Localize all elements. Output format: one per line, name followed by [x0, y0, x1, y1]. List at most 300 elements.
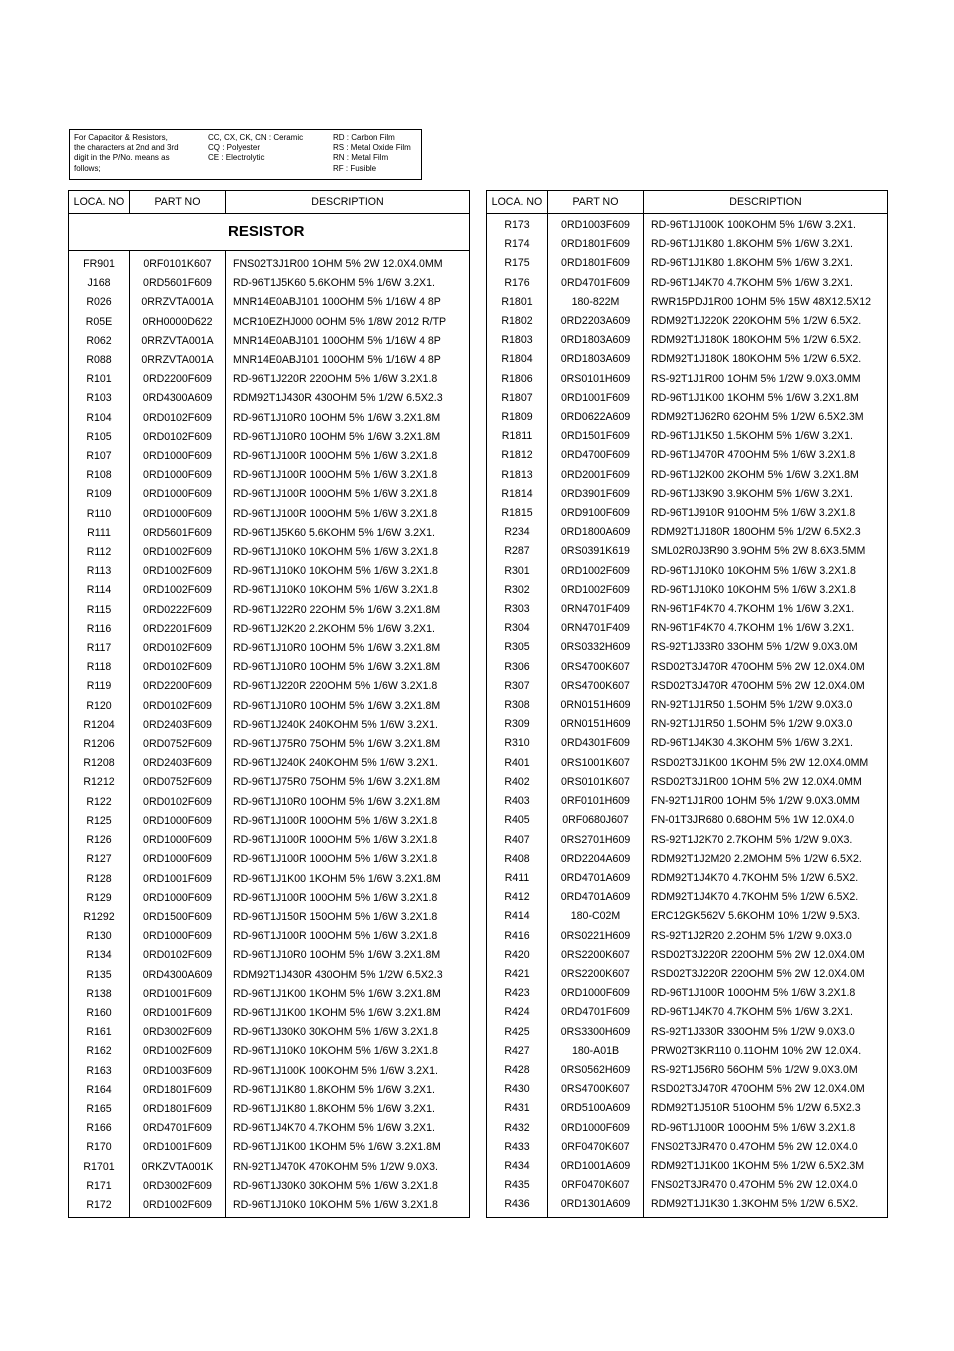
table-row — [69, 562, 470, 581]
part-no-cell: 0RD1803A609 — [548, 331, 644, 350]
description-cell: RD-96T1J910R 910OHM 5% 1/6W 3.2X1.8 — [644, 504, 888, 523]
description-cell: MNR14E0ABJ101 100OHM 5% 1/16W 4 8P — [226, 293, 470, 312]
loca-no-cell: R234 — [487, 523, 548, 542]
description-cell: ERC12GK562V 5.6KOHM 10% 1/2W 9.5X3. — [644, 907, 888, 926]
table-row — [487, 408, 888, 427]
description-cell: RD-96T1J5K60 5.6KOHM 5% 1/6W 3.2X1. — [226, 274, 470, 293]
part-no-cell: 0RD0102F609 — [130, 428, 226, 447]
loca-no-cell: R161 — [69, 1023, 130, 1042]
part-no-cell: 0RD4701A609 — [548, 869, 644, 888]
loca-no-cell: R1811 — [487, 427, 548, 446]
table-row — [69, 351, 470, 370]
table-row — [69, 370, 470, 389]
legend-resistor-codes: RD : Carbon Film RS : Metal Oxide Film RN : Metal Film RF : Fusible — [333, 133, 411, 173]
loca-no-cell: R164 — [69, 1081, 130, 1100]
loca-no-cell: J168 — [69, 274, 130, 293]
description-cell: MCR10EZHJ000 0OHM 5% 1/8W 2012 R/TP — [226, 313, 470, 332]
table-row — [69, 409, 470, 428]
description-cell: RD-96T1J100R 100OHM 5% 1/6W 3.2X1.8 — [226, 485, 470, 504]
part-no-cell: 0RS1001K607 — [548, 754, 644, 773]
description-cell: RN-96T1F4K70 4.7KOHM 1% 1/6W 3.2X1. — [644, 619, 888, 638]
spacer-row — [487, 1215, 888, 1218]
table-row — [487, 1195, 888, 1214]
loca-no-cell: R113 — [69, 562, 130, 581]
loca-no-cell: R301 — [487, 562, 548, 581]
table-row — [487, 312, 888, 331]
header-description: DESCRIPTION — [226, 191, 470, 214]
part-no-cell: 0RD9100F609 — [548, 504, 644, 523]
loca-no-cell: R062 — [69, 332, 130, 351]
part-no-cell: 0RD0222F609 — [130, 601, 226, 620]
table-row — [487, 254, 888, 273]
description-cell: RDM92T1J180K 180KOHM 5% 1/2W 6.5X2. — [644, 350, 888, 369]
part-no-cell: 0RD0102F609 — [130, 409, 226, 428]
part-no-cell: 0RD5601F609 — [130, 524, 226, 543]
table-row — [69, 1177, 470, 1196]
part-no-cell: 0RF0470K607 — [548, 1138, 644, 1157]
description-cell: RDM92T1J1K30 1.3KOHM 5% 1/2W 6.5X2. — [644, 1195, 888, 1214]
loca-no-cell: R428 — [487, 1061, 548, 1080]
table-row — [69, 505, 470, 524]
section-header-row — [69, 214, 470, 251]
table-row — [69, 1062, 470, 1081]
description-cell: RD-96T1J1K80 1.8KOHM 5% 1/6W 3.2X1. — [226, 1100, 470, 1119]
description-cell: RSD02T3J1R00 1OHM 5% 2W 12.0X4.0MM — [644, 773, 888, 792]
description-cell: RSD02T3J470R 470OHM 5% 2W 12.0X4.0M — [644, 677, 888, 696]
part-no-cell: 0RRZVTA001A — [130, 351, 226, 370]
loca-no-cell: R162 — [69, 1042, 130, 1061]
loca-no-cell: R1814 — [487, 485, 548, 504]
table-row — [69, 870, 470, 889]
part-no-cell: 0RD1002F609 — [130, 581, 226, 600]
table-row — [69, 1004, 470, 1023]
spacer-cell — [644, 1215, 888, 1218]
loca-no-cell: R305 — [487, 638, 548, 657]
table-row — [69, 543, 470, 562]
loca-no-cell: R302 — [487, 581, 548, 600]
loca-no-cell: R309 — [487, 715, 548, 734]
loca-no-cell: R307 — [487, 677, 548, 696]
table-row — [69, 716, 470, 735]
loca-no-cell: R1292 — [69, 908, 130, 927]
description-cell: RD-96T1J240K 240KOHM 5% 1/6W 3.2X1. — [226, 754, 470, 773]
loca-no-cell: R1806 — [487, 370, 548, 389]
part-no-cell: 0RF0470K607 — [548, 1176, 644, 1195]
description-cell: RD-96T1J150R 150OHM 5% 1/6W 3.2X1.8 — [226, 908, 470, 927]
table-row — [487, 446, 888, 465]
description-cell: RD-96T1J75R0 75OHM 5% 1/6W 3.2X1.8M — [226, 735, 470, 754]
header-loca-no: LOCA. NO — [487, 191, 548, 214]
description-cell: RDM92T1J180R 180OHM 5% 1/2W 6.5X2.3 — [644, 523, 888, 542]
table-row — [487, 927, 888, 946]
loca-no-cell: R1801 — [487, 293, 548, 312]
part-no-cell: 0RF0101K607 — [130, 255, 226, 274]
table-header-row — [69, 191, 470, 214]
table-row — [487, 734, 888, 753]
header-loca-no: LOCA. NO — [69, 191, 130, 214]
table-row — [487, 523, 888, 542]
description-cell: SML02R0J3R90 3.9OHM 5% 2W 8.6X3.5MM — [644, 542, 888, 561]
part-no-cell: 0RD2200F609 — [130, 677, 226, 696]
loca-no-cell: R1809 — [487, 408, 548, 427]
loca-no-cell: R026 — [69, 293, 130, 312]
description-cell: RD-96T1J1K00 1KOHM 5% 1/6W 3.2X1.8M — [644, 389, 888, 408]
legend-capacitor-codes: CC, CX, CK, CN : Ceramic CQ : Polyester CE : Electrolytic — [208, 133, 304, 163]
table-row — [487, 600, 888, 619]
table-row — [487, 658, 888, 677]
loca-no-cell: R402 — [487, 773, 548, 792]
loca-no-cell: R173 — [487, 216, 548, 235]
loca-no-cell: R171 — [69, 1177, 130, 1196]
loca-no-cell: R174 — [487, 235, 548, 254]
part-no-cell: 0RD1801F609 — [130, 1081, 226, 1100]
description-cell: RD-96T1J100K 100KOHM 5% 1/6W 3.2X1. — [226, 1062, 470, 1081]
spacer-cell — [226, 1215, 470, 1218]
loca-no-cell: R1802 — [487, 312, 548, 331]
part-no-cell: 0RD1000F609 — [548, 1119, 644, 1138]
loca-no-cell: R101 — [69, 370, 130, 389]
table-row — [69, 677, 470, 696]
table-row — [69, 485, 470, 504]
part-no-cell: 0RD2203A609 — [548, 312, 644, 331]
table-row — [487, 350, 888, 369]
loca-no-cell: R05E — [69, 313, 130, 332]
part-no-cell: 0RD4300A609 — [130, 389, 226, 408]
loca-no-cell: R424 — [487, 1003, 548, 1022]
loca-no-cell: R122 — [69, 793, 130, 812]
loca-no-cell: R1204 — [69, 716, 130, 735]
part-no-cell: 0RD1001F609 — [130, 1004, 226, 1023]
description-cell: RD-96T1J10K0 10KOHM 5% 1/6W 3.2X1.8 — [644, 581, 888, 600]
loca-no-cell: R421 — [487, 965, 548, 984]
description-cell: RD-96T1J10R0 10OHM 5% 1/6W 3.2X1.8M — [226, 697, 470, 716]
loca-no-cell: R1804 — [487, 350, 548, 369]
loca-no-cell: R401 — [487, 754, 548, 773]
description-cell: RD-96T1J100K 100KOHM 5% 1/6W 3.2X1. — [644, 216, 888, 235]
description-cell: RN-92T1J1R50 1.5OHM 5% 1/2W 9.0X3.0 — [644, 715, 888, 734]
loca-no-cell: R433 — [487, 1138, 548, 1157]
part-no-cell: 0RD2200F609 — [130, 370, 226, 389]
loca-no-cell: R126 — [69, 831, 130, 850]
table-row — [487, 850, 888, 869]
description-cell: RD-96T1J22R0 22OHM 5% 1/6W 3.2X1.8M — [226, 601, 470, 620]
table-row — [487, 370, 888, 389]
part-no-cell: 0RD5100A609 — [548, 1099, 644, 1118]
description-cell: RD-96T1J100R 100OHM 5% 1/6W 3.2X1.8 — [644, 984, 888, 1003]
part-no-cell: 0RD1000F609 — [130, 466, 226, 485]
loca-no-cell: R423 — [487, 984, 548, 1003]
description-cell: RSD02T3J220R 220OHM 5% 2W 12.0X4.0M — [644, 965, 888, 984]
loca-no-cell: R1807 — [487, 389, 548, 408]
description-cell: RD-96T1J1K50 1.5KOHM 5% 1/6W 3.2X1. — [644, 427, 888, 446]
description-cell: RD-96T1J10R0 10OHM 5% 1/6W 3.2X1.8M — [226, 428, 470, 447]
table-row — [487, 1080, 888, 1099]
part-no-cell: 0RD1001F609 — [130, 985, 226, 1004]
table-row — [487, 677, 888, 696]
loca-no-cell: R104 — [69, 409, 130, 428]
table-row — [487, 1119, 888, 1138]
table-row — [487, 792, 888, 811]
part-no-cell: 0RD1801F609 — [548, 254, 644, 273]
table-row — [69, 313, 470, 332]
description-cell: RN-96T1F4K70 4.7KOHM 1% 1/6W 3.2X1. — [644, 600, 888, 619]
description-cell: RN-92T1J470K 470KOHM 5% 1/2W 9.0X3. — [226, 1158, 470, 1177]
part-no-cell: 0RD3002F609 — [130, 1177, 226, 1196]
description-cell: RSD02T3J470R 470OHM 5% 2W 12.0X4.0M — [644, 658, 888, 677]
loca-no-cell: R127 — [69, 850, 130, 869]
loca-no-cell: R176 — [487, 274, 548, 293]
description-cell: RSD02T3J1K00 1KOHM 5% 2W 12.0X4.0MM — [644, 754, 888, 773]
description-cell: RD-96T1J10K0 10KOHM 5% 1/6W 3.2X1.8 — [226, 1042, 470, 1061]
description-cell: RD-96T1J100R 100OHM 5% 1/6W 3.2X1.8 — [226, 850, 470, 869]
loca-no-cell: R112 — [69, 543, 130, 562]
loca-no-cell: R1701 — [69, 1158, 130, 1177]
table-row — [487, 235, 888, 254]
part-no-cell: 0RD0102F609 — [130, 793, 226, 812]
description-cell: RDM92T1J4K70 4.7KOHM 5% 1/2W 6.5X2. — [644, 888, 888, 907]
table-row — [487, 1138, 888, 1157]
table-row — [487, 1061, 888, 1080]
table-row — [69, 293, 470, 312]
description-cell: RD-96T1J10R0 10OHM 5% 1/6W 3.2X1.8M — [226, 409, 470, 428]
loca-no-cell: FR901 — [69, 255, 130, 274]
table-row — [487, 1099, 888, 1118]
table-row — [487, 542, 888, 561]
loca-no-cell: R109 — [69, 485, 130, 504]
description-cell: RD-96T1J1K00 1KOHM 5% 1/6W 3.2X1.8M — [226, 1004, 470, 1023]
part-no-cell: 0RD1000F609 — [130, 447, 226, 466]
part-no-cell: 0RD1001F609 — [548, 389, 644, 408]
description-cell: RD-96T1J1K00 1KOHM 5% 1/6W 3.2X1.8M — [226, 1138, 470, 1157]
loca-no-cell: R1803 — [487, 331, 548, 350]
description-cell: RD-96T1J10K0 10KOHM 5% 1/6W 3.2X1.8 — [226, 543, 470, 562]
loca-no-cell: R287 — [487, 542, 548, 561]
table-row — [487, 1003, 888, 1022]
description-cell: RDM92T1J1K00 1KOHM 5% 1/2W 6.5X2.3M — [644, 1157, 888, 1176]
part-no-cell: 0RD1000F609 — [130, 485, 226, 504]
part-no-cell: 0RD1801F609 — [548, 235, 644, 254]
loca-no-cell: R420 — [487, 946, 548, 965]
loca-no-cell: R114 — [69, 581, 130, 600]
loca-no-cell: R416 — [487, 927, 548, 946]
part-no-cell: 180-A01B — [548, 1042, 644, 1061]
loca-no-cell: R1208 — [69, 754, 130, 773]
table-row — [487, 427, 888, 446]
table-row — [487, 831, 888, 850]
table-row — [487, 1023, 888, 1042]
table-row — [487, 1157, 888, 1176]
part-no-cell: 0RN4701F409 — [548, 600, 644, 619]
part-no-cell: 0RS4700K607 — [548, 677, 644, 696]
part-no-cell: 180-822M — [548, 293, 644, 312]
loca-no-cell: R128 — [69, 870, 130, 889]
description-cell: RS-92T1J2K70 2.7KOHM 5% 1/2W 9.0X3. — [644, 831, 888, 850]
loca-no-cell: R434 — [487, 1157, 548, 1176]
description-cell: RN-92T1J1R50 1.5OHM 5% 1/2W 9.0X3.0 — [644, 696, 888, 715]
table-row — [69, 850, 470, 869]
description-cell: RS-92T1J33R0 33OHM 5% 1/2W 9.0X3.0M — [644, 638, 888, 657]
part-no-cell: 0RS2701H609 — [548, 831, 644, 850]
table-row — [69, 1158, 470, 1177]
description-cell: RD-96T1J4K70 4.7KOHM 5% 1/6W 3.2X1. — [644, 274, 888, 293]
description-cell: RS-92T1J330R 330OHM 5% 1/2W 9.0X3.0 — [644, 1023, 888, 1042]
table-row — [69, 966, 470, 985]
table-row — [69, 601, 470, 620]
spacer-cell — [487, 1215, 548, 1218]
description-cell: RD-96T1J220R 220OHM 5% 1/6W 3.2X1.8 — [226, 677, 470, 696]
description-cell: RD-96T1J5K60 5.6KOHM 5% 1/6W 3.2X1. — [226, 524, 470, 543]
loca-no-cell: R432 — [487, 1119, 548, 1138]
part-no-cell: 0RD2403F609 — [130, 716, 226, 735]
loca-no-cell: R116 — [69, 620, 130, 639]
table-row — [487, 946, 888, 965]
table-row — [487, 984, 888, 1003]
parts-table-right-body — [487, 214, 888, 1218]
table-row — [487, 466, 888, 485]
description-cell: FNS02T3JR470 0.47OHM 5% 2W 12.0X4.0 — [644, 1138, 888, 1157]
loca-no-cell: R405 — [487, 811, 548, 830]
table-row — [69, 1138, 470, 1157]
table-row — [69, 1042, 470, 1061]
description-cell: RD-96T1J10R0 10OHM 5% 1/6W 3.2X1.8M — [226, 793, 470, 812]
loca-no-cell: R435 — [487, 1176, 548, 1195]
part-no-cell: 0RD2403F609 — [130, 754, 226, 773]
description-cell: RD-96T1J100R 100OHM 5% 1/6W 3.2X1.8 — [226, 889, 470, 908]
part-no-cell: 0RS0221H609 — [548, 927, 644, 946]
description-cell: RD-96T1J1K00 1KOHM 5% 1/6W 3.2X1.8M — [226, 985, 470, 1004]
loca-no-cell: R431 — [487, 1099, 548, 1118]
table-row — [487, 331, 888, 350]
table-row — [69, 908, 470, 927]
description-cell: RD-96T1J1K00 1KOHM 5% 1/6W 3.2X1.8M — [226, 870, 470, 889]
loca-no-cell: R430 — [487, 1080, 548, 1099]
table-row — [487, 696, 888, 715]
loca-no-cell: R165 — [69, 1100, 130, 1119]
part-no-cell: 0RD4301F609 — [548, 734, 644, 753]
part-no-cell: 0RD4701F609 — [130, 1119, 226, 1138]
spacer-cell — [130, 1215, 226, 1218]
table-row — [69, 1119, 470, 1138]
description-cell: RD-96T1J100R 100OHM 5% 1/6W 3.2X1.8 — [226, 466, 470, 485]
table-row — [69, 889, 470, 908]
table-row — [487, 888, 888, 907]
part-no-cell: 0RS2200K607 — [548, 965, 644, 984]
description-cell: RD-96T1J10K0 10KOHM 5% 1/6W 3.2X1.8 — [644, 562, 888, 581]
table-row — [487, 562, 888, 581]
loca-no-cell: R166 — [69, 1119, 130, 1138]
description-cell: FNS02T3J1R00 1OHM 5% 2W 12.0X4.0MM — [226, 255, 470, 274]
part-no-cell: 0RD0752F609 — [130, 735, 226, 754]
table-row — [69, 793, 470, 812]
part-no-cell: 0RD5601F609 — [130, 274, 226, 293]
part-no-cell: 0RD1500F609 — [130, 908, 226, 927]
loca-no-cell: R088 — [69, 351, 130, 370]
section-title: RESISTOR — [69, 214, 470, 251]
loca-no-cell: R408 — [487, 850, 548, 869]
table-row — [69, 1100, 470, 1119]
loca-no-cell: R1812 — [487, 446, 548, 465]
table-row — [487, 638, 888, 657]
loca-no-cell: R303 — [487, 600, 548, 619]
part-no-cell: 0RD1002F609 — [130, 562, 226, 581]
description-cell: RD-96T1J100R 100OHM 5% 1/6W 3.2X1.8 — [644, 1119, 888, 1138]
description-cell: RD-96T1J1K80 1.8KOHM 5% 1/6W 3.2X1. — [644, 254, 888, 273]
description-cell: FNS02T3JR470 0.47OHM 5% 2W 12.0X4.0 — [644, 1176, 888, 1195]
loca-no-cell: R1815 — [487, 504, 548, 523]
description-cell: RD-96T1J30K0 30KOHM 5% 1/6W 3.2X1.8 — [226, 1023, 470, 1042]
description-cell: RD-96T1J1K80 1.8KOHM 5% 1/6W 3.2X1. — [226, 1081, 470, 1100]
part-no-cell: 0RD1000F609 — [548, 984, 644, 1003]
description-cell: RD-96T1J100R 100OHM 5% 1/6W 3.2X1.8 — [226, 447, 470, 466]
loca-no-cell: R117 — [69, 639, 130, 658]
loca-no-cell: R414 — [487, 907, 548, 926]
table-row — [69, 274, 470, 293]
table-row — [487, 773, 888, 792]
table-row — [69, 620, 470, 639]
part-no-cell: 0RD1001F609 — [130, 1138, 226, 1157]
table-row — [487, 754, 888, 773]
description-cell: RD-96T1J4K30 4.3KOHM 5% 1/6W 3.2X1. — [644, 734, 888, 753]
part-no-cell: 0RD1002F609 — [548, 581, 644, 600]
loca-no-cell: R120 — [69, 697, 130, 716]
description-cell: RDM92T1J180K 180KOHM 5% 1/2W 6.5X2. — [644, 331, 888, 350]
part-no-cell: 0RS0391K619 — [548, 542, 644, 561]
loca-no-cell: R107 — [69, 447, 130, 466]
part-no-cell: 0RD1801F609 — [130, 1100, 226, 1119]
description-cell: PRW02T3KR110 0.11OHM 10% 2W 12.0X4. — [644, 1042, 888, 1061]
description-cell: RD-96T1J10K0 10KOHM 5% 1/6W 3.2X1.8 — [226, 1196, 470, 1215]
loca-no-cell: R436 — [487, 1195, 548, 1214]
part-no-cell: 0RD1002F609 — [130, 1042, 226, 1061]
part-no-cell: 0RD1803A609 — [548, 350, 644, 369]
table-row — [69, 927, 470, 946]
table-row — [487, 619, 888, 638]
part-no-cell: 0RF0680J607 — [548, 811, 644, 830]
loca-no-cell: R306 — [487, 658, 548, 677]
description-cell: RD-96T1J100R 100OHM 5% 1/6W 3.2X1.8 — [226, 927, 470, 946]
table-row — [69, 735, 470, 754]
part-no-cell: 0RN0151H609 — [548, 715, 644, 734]
description-cell: RSD02T3J220R 220OHM 5% 2W 12.0X4.0M — [644, 946, 888, 965]
part-no-cell: 0RD0622A609 — [548, 408, 644, 427]
table-row — [487, 274, 888, 293]
description-cell: RD-96T1J1K80 1.8KOHM 5% 1/6W 3.2X1. — [644, 235, 888, 254]
part-no-cell: 0RD0102F609 — [130, 697, 226, 716]
table-row — [69, 1023, 470, 1042]
part-no-cell: 0RS4700K607 — [548, 1080, 644, 1099]
table-row — [487, 715, 888, 734]
part-no-cell: 0RD1003F609 — [130, 1062, 226, 1081]
description-cell: RD-96T1J100R 100OHM 5% 1/6W 3.2X1.8 — [226, 812, 470, 831]
loca-no-cell: R170 — [69, 1138, 130, 1157]
header-part-no: PART NO — [548, 191, 644, 214]
description-cell: RWR15PDJ1R00 1OHM 5% 15W 48X12.5X12 — [644, 293, 888, 312]
description-cell: RD-96T1J2K00 2KOHM 5% 1/6W 3.2X1.8M — [644, 466, 888, 485]
description-cell: RS-92T1J56R0 56OHM 5% 1/2W 9.0X3.0M — [644, 1061, 888, 1080]
part-no-cell: 0RS0332H609 — [548, 638, 644, 657]
description-cell: RD-96T1J470R 470OHM 5% 1/6W 3.2X1.8 — [644, 446, 888, 465]
table-row — [487, 869, 888, 888]
table-row — [69, 428, 470, 447]
loca-no-cell: R134 — [69, 946, 130, 965]
table-row — [69, 466, 470, 485]
description-cell: RDM92T1J2M20 2.2MOHM 5% 1/2W 6.5X2. — [644, 850, 888, 869]
part-no-cell: 0RD1301A609 — [548, 1195, 644, 1214]
part-no-cell: 0RD4701F609 — [548, 1003, 644, 1022]
description-cell: RD-96T1J10R0 10OHM 5% 1/6W 3.2X1.8M — [226, 639, 470, 658]
table-row — [487, 1176, 888, 1195]
table-row — [487, 965, 888, 984]
